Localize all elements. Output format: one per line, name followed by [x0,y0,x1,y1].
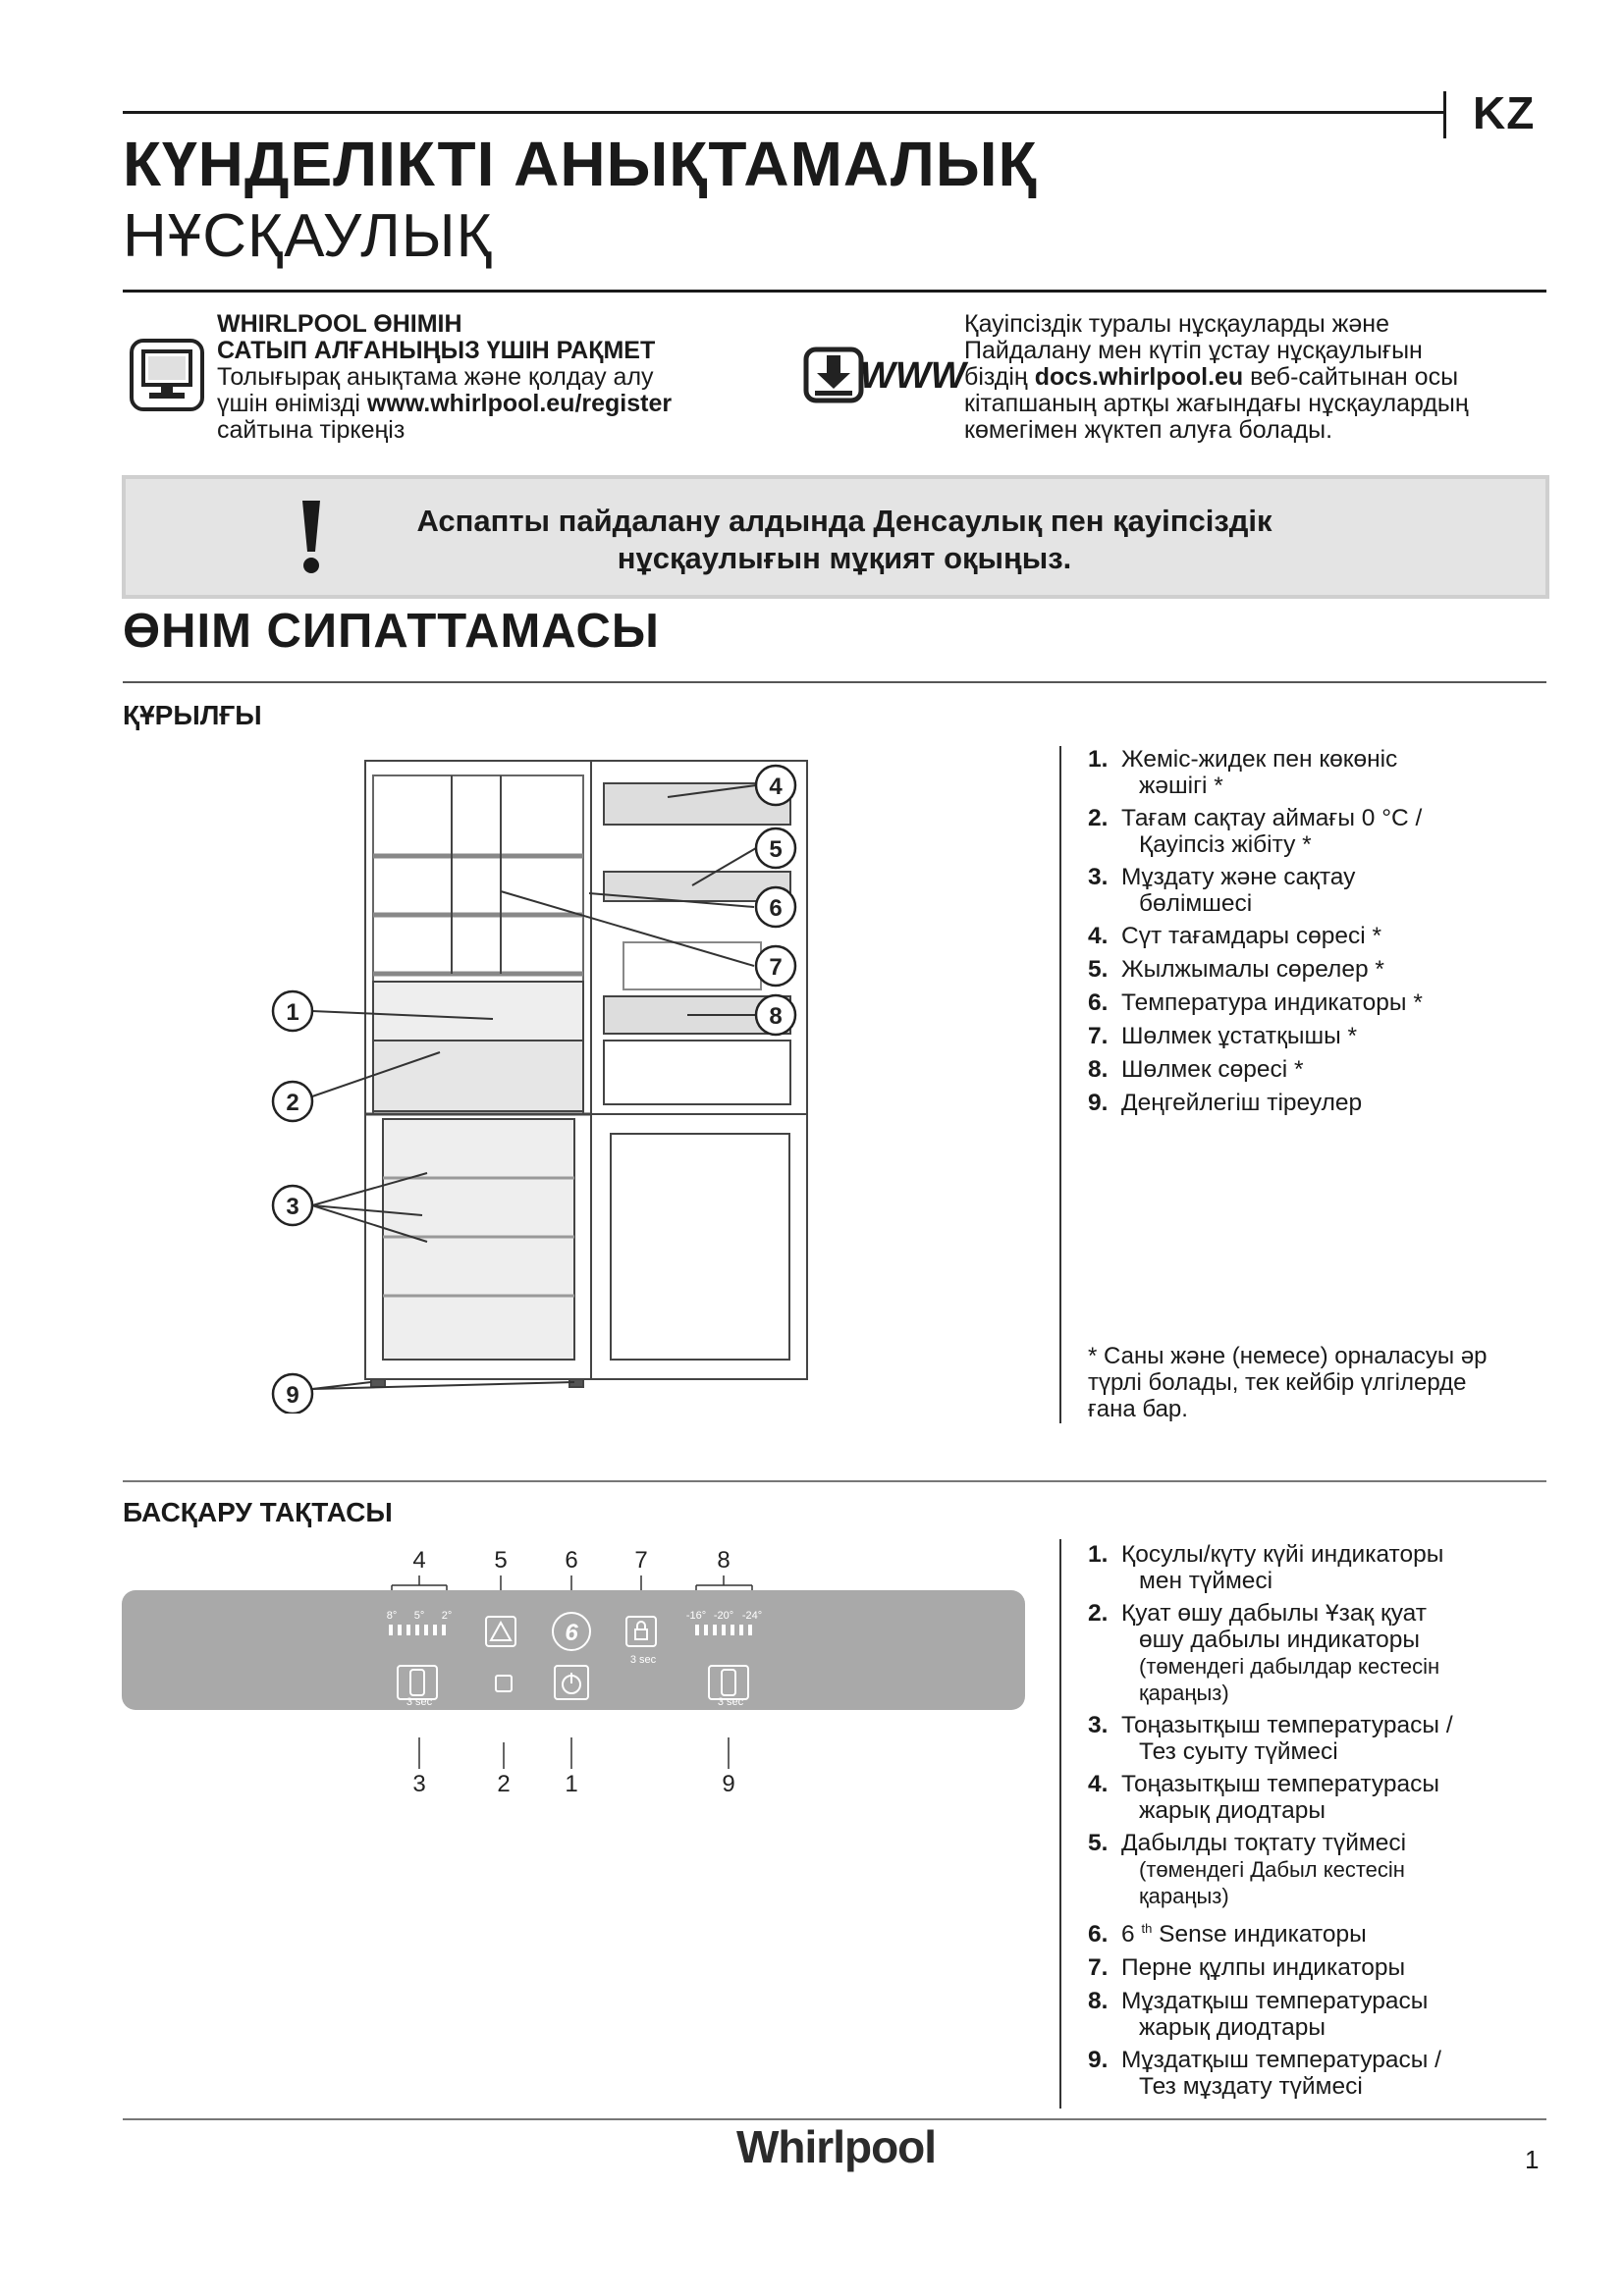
thank-you-line5: сайтына тіркеңіз [217,416,406,444]
panel-label-5: 5 [494,1547,508,1574]
monitor-icon [130,339,204,411]
callout-7: 7 [769,954,783,981]
title-bottom-rule [123,290,1546,293]
docs-link[interactable]: docs.whirlpool.eu [1034,363,1244,391]
thank-you-line4: үшін өніміздi www.whirlpool.eu/register [217,390,673,417]
appliance-heading: ҚҰРЫЛҒЫ [123,700,262,730]
controls-list [1088,1541,1559,2100]
callout-5: 5 [769,836,783,863]
thank-you-line1: WHIRLPOOL ӨНІМІН [217,310,462,338]
fridge-3sec-label: 3 sec [406,1696,433,1708]
panel-label-6: 6 [565,1547,578,1574]
list-item: 6. Температура индикаторы * [1088,989,1423,1016]
fridge-led [389,1625,393,1635]
list-item: 7. Шөлмек ұстатқышы * [1088,1023,1358,1049]
section-rule [123,681,1546,683]
panel-label-9: 9 [722,1771,735,1797]
panel-label-2: 2 [497,1771,511,1797]
list-item: 1. Жеміс-жидек пен көкөніс жәшігі * [1088,746,1398,799]
list-item: 9. Деңгейлегіш тіреулер [1088,1090,1363,1116]
list-item: 3. Тоңазытқыш температурасы / Тез суыту түймесі [1088,1712,1453,1765]
control-panel-heading: БАСҚАРУ ТАҚТАСЫ [123,1497,393,1527]
list-item: 6. 6 $^{th}$ Sense индикаторы [1088,1921,1367,1949]
panel-label-1: 1 [565,1771,578,1797]
controls-divider [1059,1539,1061,2109]
list-item: 7. Перне құлпы индикаторы [1088,1954,1406,1982]
footnote-line2: түрлі болады, тек кейбір үлгілерде [1088,1369,1467,1396]
header-tick [1443,91,1446,138]
docs-block [964,311,1553,444]
panel-label-3: 3 [412,1771,426,1797]
list-item: 5. Жылжымалы сөрелер * [1088,956,1384,983]
fridge-led [406,1625,410,1635]
freezer-led [704,1625,708,1635]
freezer-temp-24: -24° [741,1610,763,1622]
list-item: 1. Қосулы/күту күйі индикаторы мен түймесі [1088,1541,1444,1594]
docs-line3: біздің docs.whirlpool.eu веб-сайтынан осы [964,363,1459,391]
fridge-temp-8: 8° [386,1610,398,1622]
freezer-3sec-label: 3 sec [717,1696,744,1708]
fridge-led [398,1625,402,1635]
www-label: WWW [860,355,966,397]
fridge-diagram [255,746,825,1414]
download-www-icon [803,346,966,406]
freezer-led [722,1625,726,1635]
panel-label-8: 8 [717,1547,731,1574]
list-item: 2. Қуат өшу дабылы Ұзақ қуат өшу дабылы индикаторы (төмендегі дабылдар кестесін қараңыз) [1088,1600,1440,1705]
freezer-led [713,1625,717,1635]
list-item: 5. Дабылды тоқтату түймесі (төмендегі Дабыл кестесін қараңыз) [1088,1830,1407,1908]
register-link[interactable]: www.whirlpool.eu/register [366,390,673,417]
docs-line2: Пайдалану мен күтіп ұстау нұсқаулығын [964,337,1423,364]
docs-line5: көмегімен жүктеп алуға болады. [964,416,1333,444]
freezer-temp-20: -20° [713,1610,734,1622]
list-item: 9. Мұздатқыш температурасы / Тез мұздату түймесі [1088,2047,1441,2101]
fridge-temp-2: 2° [441,1610,453,1622]
fridge-led [442,1625,446,1635]
availability-footnote [1088,1343,1549,1422]
freezer-temp-16: -16° [685,1610,707,1622]
list-item: 3. Мұздату және сақтау бөлімшесі [1088,864,1356,917]
header-top-rule [123,111,1443,114]
fridge-led [433,1625,437,1635]
freezer-led [739,1625,743,1635]
panel-label-4: 4 [412,1547,426,1574]
footnote-line1: * Саны және (немесе) орналасуы әр [1088,1343,1488,1369]
list-item: 4. Тоңазытқыш температурасы жарық диодтары [1088,1771,1440,1824]
freezer-led [731,1625,734,1635]
warning-text [353,503,1335,577]
page-title: КҮНДЕЛІКТІ АНЫҚТАМАЛЫҚ [123,129,1038,199]
freezer-led [748,1625,752,1635]
product-description-title: ӨНІМ СИПАТТАМАСЫ [123,605,660,658]
callout-9: 9 [286,1382,299,1409]
thank-you-line2: САТЫП АЛҒАНЫҢЫЗ ҮШІН РАҚМЕТ [217,337,656,364]
fridge-temp-5: 5° [413,1610,425,1622]
docs-line4: кітапшаның артқы жағындағы нұсқаулардың [964,390,1469,417]
freezer-led [695,1625,699,1635]
thank-you-line3: Толығырақ анықтама және қолдау алу [217,363,654,391]
fridge-led [415,1625,419,1635]
footnote-line3: ғана бар. [1088,1396,1188,1422]
list-item: 4. Сүт тағамдары сөресі * [1088,923,1382,949]
callout-1: 1 [286,999,299,1026]
sixth-sense-number: 6 [565,1620,578,1646]
language-code: KZ [1473,87,1536,138]
callout-3: 3 [286,1194,299,1220]
section-rule-2 [123,1480,1546,1482]
docs-line1: Қауіпсіздік туралы нұсқауларды және [964,310,1390,338]
control-panel-diagram [122,1541,1037,1806]
warning-line2: нұсқаулығын мұқият оқыңыз. [617,541,1072,575]
panel-label-7: 7 [634,1547,648,1574]
exclamation-icon [299,497,323,575]
callout-6: 6 [769,895,783,922]
lock-3sec-label: 3 sec [629,1654,657,1666]
callout-2: 2 [286,1090,299,1116]
list-item: 8. Мұздатқыш температурасы жарық диодтары [1088,1988,1429,2042]
thank-you-block [217,311,767,444]
callout-4: 4 [769,774,783,800]
warning-line1: Аспапты пайдалану алдында Денсаулық пен қауіпсіздік [416,504,1272,538]
freezer-door [591,1114,807,1379]
page-subtitle: НҰСҚАУЛЫҚ [123,202,493,270]
list-item: 2. Тағам сақтау аймағы 0 °C / Қауіпсіз жібіту * [1088,805,1423,858]
whirlpool-logo: Whirlpool [736,2121,937,2172]
callout-8: 8 [769,1003,783,1030]
parts-list [1088,746,1549,1116]
parts-divider [1059,746,1061,1423]
list-item: 8. Шөлмек сөресі * [1088,1056,1304,1083]
page-number: 1 [1525,2145,1540,2174]
fridge-led [424,1625,428,1635]
